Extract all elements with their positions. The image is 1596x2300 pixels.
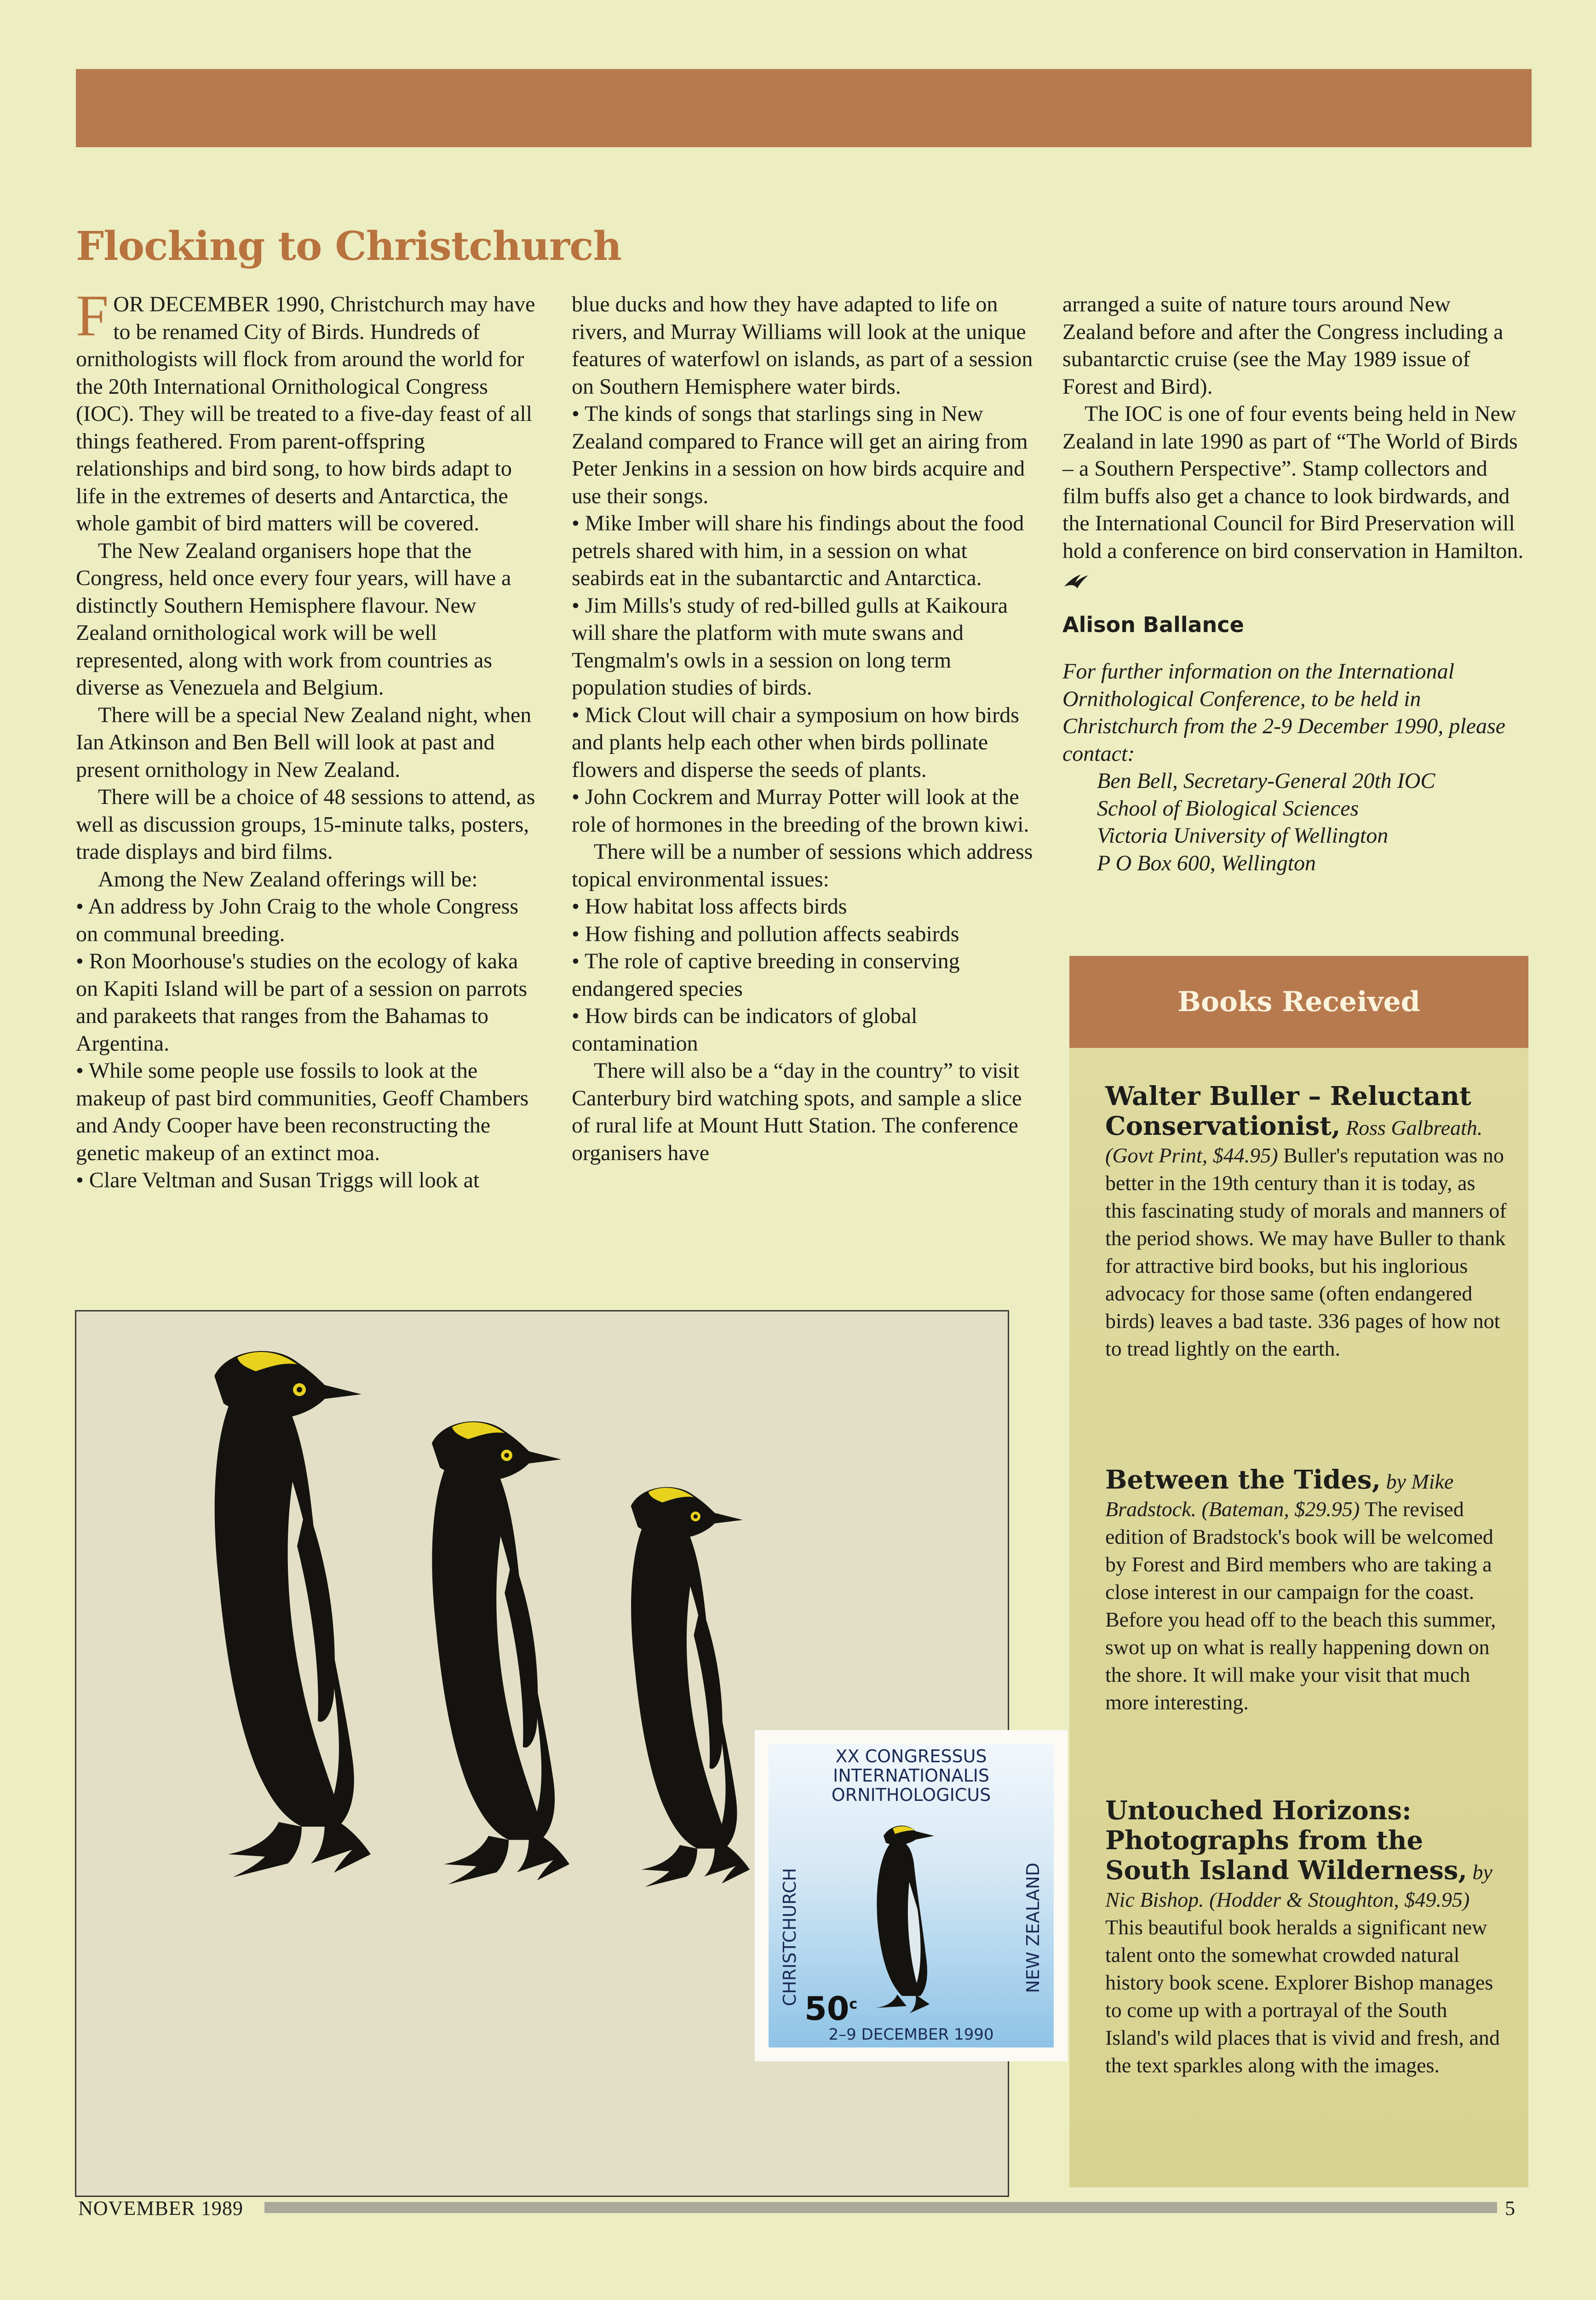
book-review [1105, 1082, 1510, 1363]
contact-address-line: Victoria University of Wellington [1097, 823, 1389, 848]
article-column-2 [572, 291, 1034, 1167]
book-review [1105, 1466, 1510, 1716]
book-title: Walter Buller – Reluctant Conservationist, [1105, 1081, 1471, 1141]
books-received-header: Books Received [1069, 956, 1528, 1048]
article-paragraph: There will be a choice of 48 sessions to attend, as well as discussion groups, 15-minute talks, posters, trade displays and bird films. [76, 785, 535, 864]
drop-cap: F [76, 283, 109, 348]
contact-address-line: School of Biological Sciences [1097, 796, 1359, 821]
article-paragraph: There will be a number of sessions which address topical environmental issues: [572, 840, 1033, 891]
bullet-item: • The role of captive breeding in conserving endangered species [572, 949, 960, 1001]
issue-date: NOVEMBER 1989 [78, 2197, 243, 2220]
stamp-value: 50$^c$ [804, 1990, 858, 2028]
book-review-body: Buller's reputation was no better in the 19th century than it is today, as this fascinating study of morals and manners of the period shows. We may have Buller to thank for attractive bird books, but his inglorious advocacy for those same (often endangered birds) leaves a bad taste. 336 pages of how not to tread lightly on the earth. [1105, 1144, 1507, 1360]
book-review-text [1105, 1466, 1510, 1716]
article-paragraph: blue ducks and how they have adapted to life on rivers, and Murray Williams will look at the unique features of waterfowl on islands, as part of a session on Southern Hemisphere water birds. [572, 292, 1033, 399]
article-paragraph: Among the New Zealand offerings will be: [98, 867, 478, 891]
article-column-1 [76, 283, 538, 1194]
book-title: Untouched Horizons: Photographs from the South Island Wilderness, [1105, 1795, 1467, 1886]
contact-address-line: Ben Bell, Secretary-General 20th IOC [1097, 769, 1435, 793]
header-bar [76, 69, 1532, 147]
book-publisher: (Hodder & Stoughton, $49.95) [1209, 1888, 1470, 1911]
article-paragraph: The New Zealand organisers hope that the Congress, held once every four years, will have a distinctly Southern Hemisphere flavour. New Zealand ornithological work will be well represented, along with work from countries as diverse as Venezuela and Belgium. [76, 538, 511, 700]
article-paragraph: arranged a suite of nature tours around New Zealand before and after the Congress including a subantarctic cruise (see the May 1989 issue of Forest and Bird). [1062, 292, 1504, 399]
stamp-date: 2–9 DECEMBER 1990 [828, 2025, 994, 2044]
book-title: Between the Tides, [1105, 1465, 1381, 1495]
book-publisher: (Govt Print, $44.95) [1105, 1144, 1278, 1167]
stamp-country-text: NEW ZEALAND [1023, 1863, 1043, 1993]
page-number: 5 [1505, 2197, 1515, 2220]
bullet-item: • Clare Veltman and Susan Triggs will look at [76, 1168, 480, 1192]
book-review-text [1105, 1796, 1510, 2079]
article-title: Flocking to Christchurch [76, 223, 622, 270]
book-review-body: The revised edition of Bradstock's book will be welcomed by Forest and Bird members who are taking a close interest in our campaign for the coast. Before you head off to the beach this summer, swot up on what is really happening down on the shore. It will make your visit that much more interesting. [1105, 1497, 1496, 1714]
bullet-item: • An address by John Craig to the whole Congress on communal breeding. [76, 894, 519, 946]
book-author: by Nic Bishop. [1105, 1860, 1493, 1911]
contact-note: For further information on the International Ornithological Conference, to be held in Christchurch from the 2-9 December 1990, please contact: [1062, 659, 1505, 766]
article-column-3 [1062, 291, 1527, 877]
bullet-item: • How habitat loss affects birds [572, 894, 847, 919]
bullet-item: • Ron Moorhouse's studies on the ecology of kaka on Kapiti Island will be part of a session on parrots and parakeets that ranges from the Bahamas to Argentina. [76, 949, 528, 1056]
book-review-body: This beautiful book heralds a significant new talent onto the somewhat crowded natural history book scene. Explorer Bishop manages to come up with a portrayal of the South Island's wild places that is vivid and fresh, and the text sparkles along with the images. [1105, 1915, 1500, 2077]
bullet-item: • Mick Clout will chair a symposium on how birds and plants help each other when birds pollinate flowers and disperse the seeds of plants. [572, 702, 1019, 782]
contact-address-line: P O Box 600, Wellington [1097, 851, 1316, 875]
article-paragraph: There will also be a “day in the country” to visit Canterbury bird watching spots, and sample a slice of rural life at Mount Hutt Station. The conference organisers have [572, 1058, 1022, 1165]
article-paragraph: There will be a special New Zealand night, when Ian Atkinson and Ben Bell will look at past and present ornithology in New Zealand. [76, 702, 532, 782]
author-signature: Alison Ballance [1062, 612, 1244, 637]
bullet-item: • How fishing and pollution affects seabirds [572, 921, 959, 946]
bullet-item: • How birds can be indicators of global contamination [572, 1004, 918, 1056]
bullet-item: • While some people use fossils to look at the makeup of past bird communities, Geoff Chambers and Andy Cooper have been reconstructing the genetic makeup of an extinct moa. [76, 1058, 529, 1165]
penguin-illustration [75, 1310, 1043, 2197]
book-author: by Mike Bradstock. [1105, 1470, 1454, 1521]
stamp-city-text: CHRISTCHURCH [780, 1868, 800, 2007]
article-paragraph: The IOC is one of four events being held in New Zealand in late 1990 as part of “The World of Birds – a Southern Perspective”. Stamp collectors and film buffs also get a chance to look birdwards, and the International Council for Bird Preservation will hold a conference on bird conservation in Hamilton. [1062, 400, 1527, 592]
book-publisher: (Bateman, $29.95) [1201, 1497, 1360, 1521]
bullet-item: • Mike Imber will share his findings about the food petrels shared with him, in a session on what seabirds eat in the subantarctic and Antarctica. [572, 511, 1024, 590]
bullet-item: • John Cockrem and Murray Potter will look at the role of hormones in the breeding of the brown kiwi. [572, 785, 1029, 837]
bullet-item: • Jim Mills's study of red-billed gulls at Kaikoura will share the platform with mute swans and Tengmalm's owls in a session on long term population studies of birds. [572, 593, 1008, 700]
book-review-text [1105, 1082, 1510, 1363]
book-author: Ross Galbreath. [1346, 1116, 1483, 1139]
stamp-face [769, 1744, 1054, 2047]
stamp-heading: XX CONGRESSUS INTERNATIONALIS ORNITHOLOGICUS [831, 1746, 991, 1805]
article-paragraph: FOR DECEMBER 1990, Christchurch may have to be renamed City of Birds. Hundreds of ornithologists will flock from around the world for the 20th International Ornithological Congress (IOC). They will be treated to a five-day feast of all things feathered. From parent-offspring relationships and bird song, to how birds adapt to life in the extremes of deserts and Antarctica, the whole gambit of bird matters will be covered. [76, 283, 535, 535]
book-review [1105, 1796, 1510, 2079]
bird-end-mark-icon [1062, 570, 1090, 590]
footer-rule [264, 2202, 1497, 2213]
congress-stamp [755, 1730, 1068, 2061]
bullet-item: • The kinds of songs that starlings sing in New Zealand compared to France will get an airing from Peter Jenkins in a session on how birds acquire and use their songs. [572, 402, 1028, 508]
